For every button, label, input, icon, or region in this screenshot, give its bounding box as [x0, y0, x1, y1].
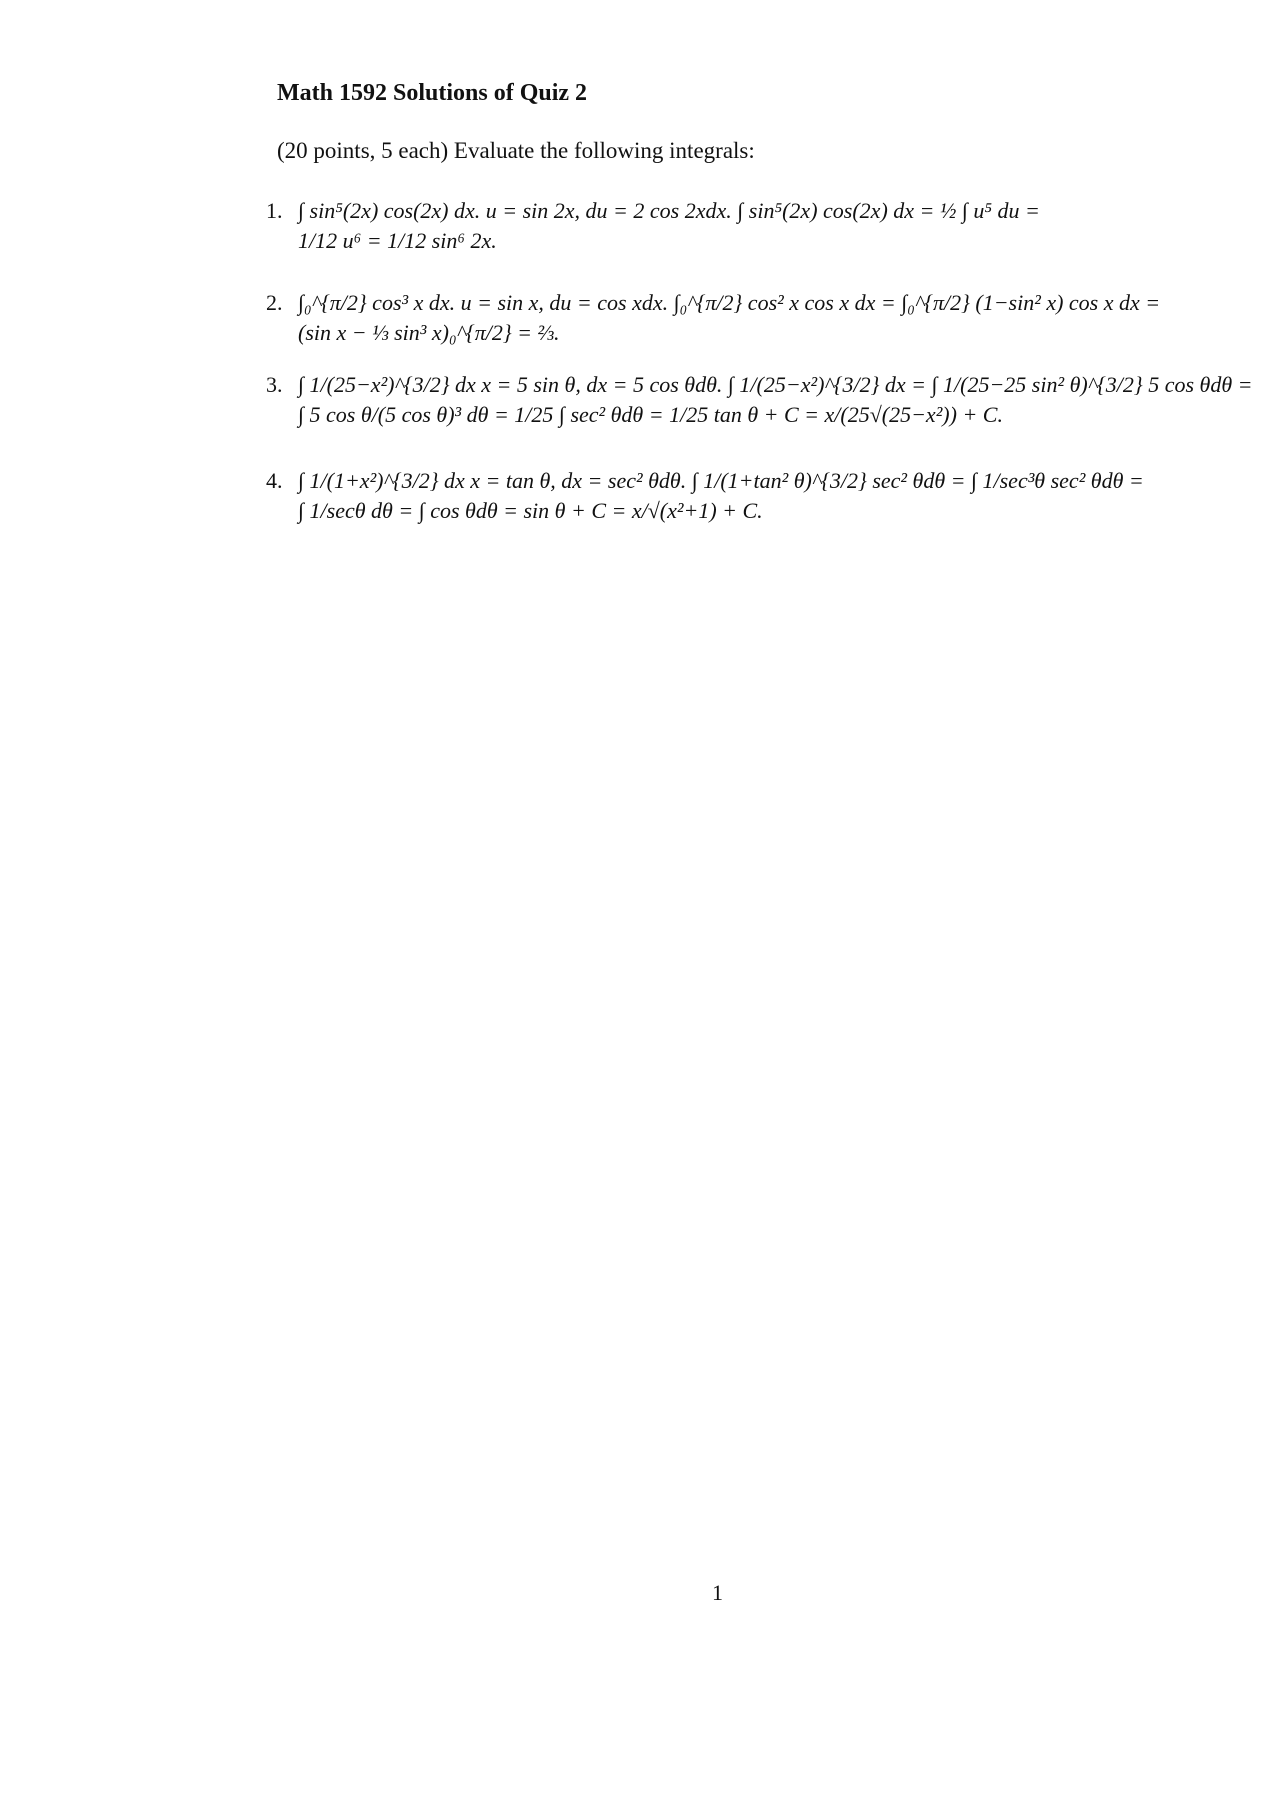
instructions: (20 points, 5 each) Evaluate the following integrals: [277, 138, 755, 163]
problem-number: 4. [266, 468, 283, 493]
problem-number: 2. [266, 290, 283, 315]
problem-number: 1. [266, 198, 283, 223]
problem-line: ∫₀^{π/2} cos³ x dx. u = sin x, du = cos xdx. ∫₀^{π/2} cos² x cos x dx = ∫₀^{π/2} (1−sin² x) cos x dx = [298, 290, 1161, 315]
problem-line: ∫ 1/secθ dθ = ∫ cos θdθ = sin θ + C = x/√(x²+1) + C. [298, 498, 763, 523]
problem-line: ∫ 1/(25−x²)^{3/2} dx x = 5 sin θ, dx = 5 cos θdθ. ∫ 1/(25−x²)^{3/2} dx = ∫ 1/(25−25 sin² θ)^{3/2} 5 cos θdθ = [298, 372, 1253, 397]
problem-line: ∫ 1/(1+x²)^{3/2} dx x = tan θ, dx = sec² θdθ. ∫ 1/(1+tan² θ)^{3/2} sec² θdθ = ∫ 1/sec³θ sec² θdθ = [298, 468, 1144, 493]
problem-number: 3. [266, 372, 283, 397]
problem-line: ∫ sin⁵(2x) cos(2x) dx. u = sin 2x, du = 2 cos 2xdx. ∫ sin⁵(2x) cos(2x) dx = ½ ∫ u⁵ du = [298, 198, 1040, 223]
problem-line: 1/12 u⁶ = 1/12 sin⁶ 2x. [298, 228, 497, 253]
problem-line: ∫ 5 cos θ/(5 cos θ)³ dθ = 1/25 ∫ sec² θdθ = 1/25 tan θ + C = x/(25√(25−x²)) + C. [298, 402, 1003, 427]
page-number: 1 [712, 1580, 723, 1605]
problem-line: (sin x − ⅓ sin³ x)₀^{π/2} = ⅔. [298, 320, 560, 345]
document-title: Math 1592 Solutions of Quiz 2 [277, 80, 588, 106]
